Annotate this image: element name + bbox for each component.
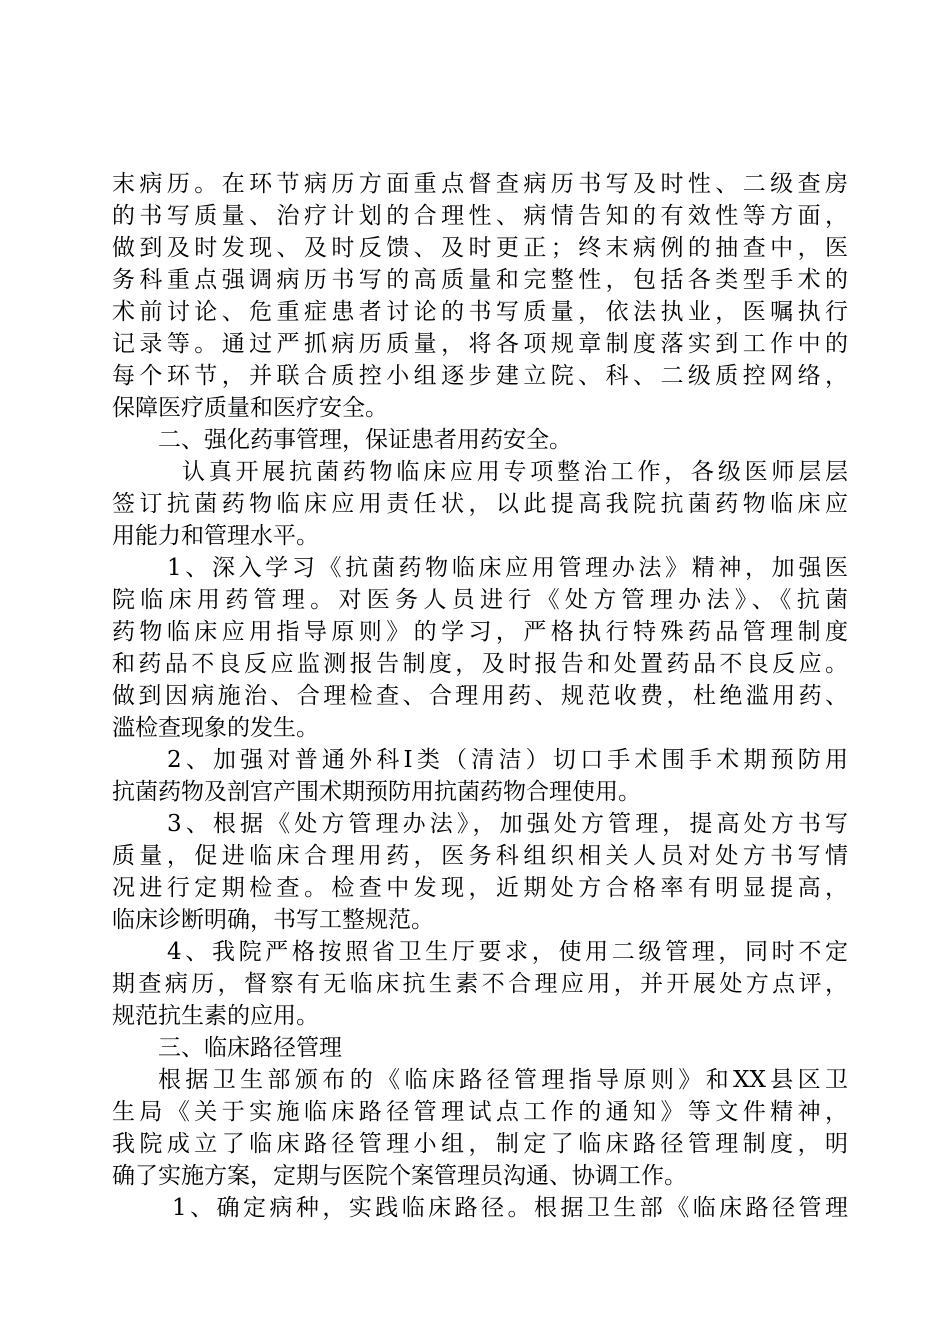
text-line: 保障医疗质量和医疗安全。 — [112, 395, 388, 421]
text-line: 滥检查现象的发生。 — [112, 715, 319, 741]
text-line: 根据卫生部颁布的《临床路径管理指导原则》和XX县区卫 — [158, 1067, 848, 1093]
text-line: 术前讨论、危重症患者讨论的书写质量，依法执业，医嘱执行 — [112, 299, 848, 325]
text-line: 和药品不良反应监测报告制度，及时报告和处置药品不良反应。 — [112, 651, 848, 677]
text-line: 药物临床应用指导原则》的学习，严格执行特殊药品管理制度 — [112, 619, 848, 645]
document-body — [112, 168, 848, 1224]
text-line: 1、确定病种，实践临床路径。根据卫生部《临床路径管理 — [172, 1195, 848, 1221]
text-line: 3、根据《处方管理办法》，加强处方管理，提高处方书写 — [167, 811, 848, 837]
text-line: 末病历。在环节病历方面重点督查病历书写及时性、二级查房 — [112, 171, 848, 197]
text-line: 务科重点强调病历书写的高质量和完整性，包括各类型手术的 — [112, 267, 848, 293]
text-line: 抗菌药物及剖宫产围术期预防用抗菌药物合理使用。 — [112, 779, 641, 805]
text-line: 4、我院严格按照省卫生厅要求，使用二级管理，同时不定 — [167, 939, 848, 965]
text-line: 每个环节，并联合质控小组逐步建立院、科、二级质控网络， — [112, 363, 848, 389]
text-line: 2、加强对普通外科Ⅰ类（清洁）切口手术围手术期预防用 — [167, 747, 848, 773]
text-line: 记录等。通过严抓病历质量，将各项规章制度落实到工作中的 — [112, 331, 848, 357]
text-line: 签订抗菌药物临床应用责任状，以此提高我院抗菌药物临床应 — [112, 491, 848, 517]
text-line: 认真开展抗菌药物临床应用专项整治工作，各级医师层层 — [182, 459, 848, 485]
text-line: 临床诊断明确，书写工整规范。 — [112, 907, 434, 933]
section-heading: 二、强化药事管理，保证患者用药安全。 — [158, 427, 572, 453]
text-line: 期查病历，督察有无临床抗生素不合理应用，并开展处方点评， — [112, 971, 848, 997]
text-line: 的书写质量、治疗计划的合理性、病情告知的有效性等方面， — [112, 203, 848, 229]
text-line: 院临床用药管理。对医务人员进行《处方管理办法》、《抗菌 — [112, 587, 848, 613]
text-line: 做到及时发现、及时反馈、及时更正；终末病例的抽查中，医 — [112, 235, 848, 261]
text-line: 做到因病施治、合理检查、合理用药、规范收费，杜绝滥用药、 — [112, 683, 848, 709]
text-line: 况进行定期检查。检查中发现，近期处方合格率有明显提高， — [112, 875, 848, 901]
section-heading: 三、临床路径管理 — [158, 1035, 342, 1061]
text-line: 质量，促进临床合理用药，医务科组织相关人员对处方书写情 — [112, 843, 848, 869]
text-line: 我院成立了临床路径管理小组，制定了临床路径管理制度，明 — [112, 1131, 848, 1157]
text-line: 确了实施方案，定期与医院个案管理员沟通、协调工作。 — [112, 1163, 687, 1189]
text-line: 生局《关于实施临床路径管理试点工作的通知》等文件精神， — [112, 1099, 848, 1125]
text-line: 用能力和管理水平。 — [112, 523, 319, 549]
text-line: 1、深入学习《抗菌药物临床应用管理办法》精神，加强医 — [167, 555, 848, 581]
text-line: 规范抗生素的应用。 — [112, 1003, 319, 1029]
